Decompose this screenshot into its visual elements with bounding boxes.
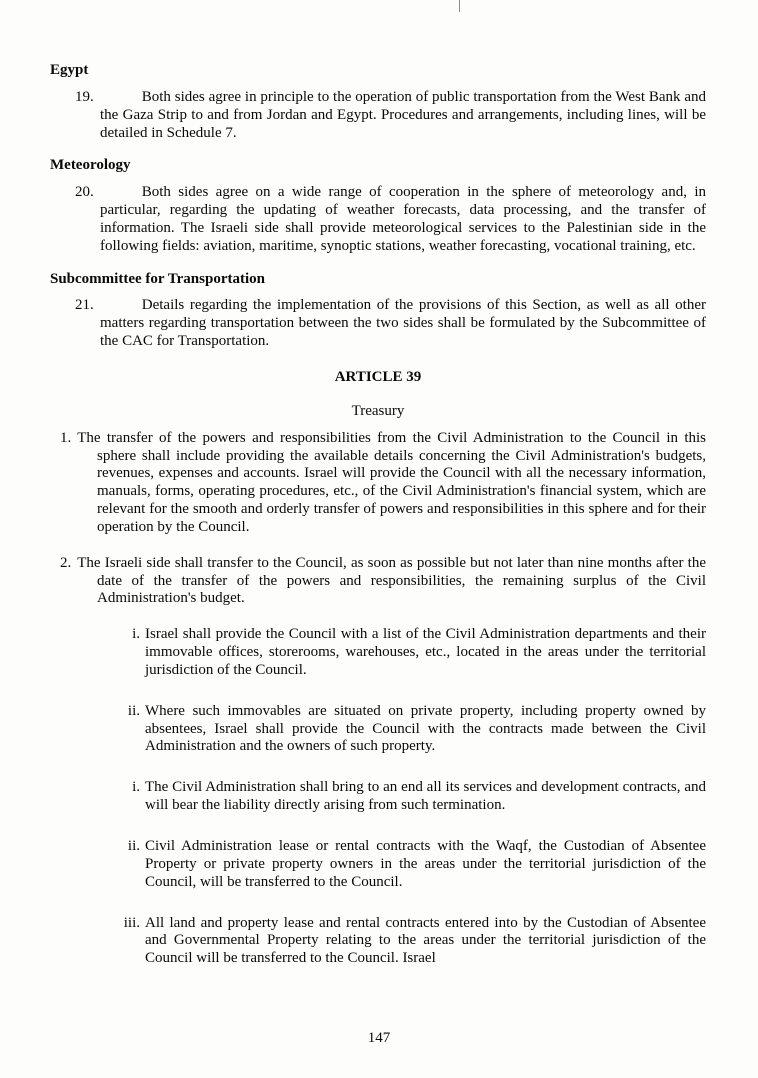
scan-artifact [459, 0, 460, 12]
section-heading-subcommittee-transportation: Subcommittee for Transportation [50, 270, 265, 287]
paragraph-text: Both sides agree on a wide range of cooperation in the sphere of meteorology and, in particular, regarding the updating of weather forecasts, data processing, and the transfer of information. The Israeli side shall provide meteorological services to the Palestinian side in the following fields: aviation, maritime, synoptic stations, weather forecasting, vocational training, etc. [100, 184, 706, 254]
sub-item-text: The Civil Administration shall bring to an end all its services and development contracts, and will bear the liability directly arising from such termination. [145, 779, 706, 814]
article-heading: ARTICLE 39 [334, 368, 422, 385]
paragraph-text: Details regarding the implementation of the provisions of this Section, as well as all other matters regarding transportation between the two sides shall be formulated by the Subcommittee of the CAC for Transportation. [100, 297, 706, 350]
sub-item-i-1 [50, 626, 706, 680]
numbered-paragraph-1 [50, 430, 706, 537]
paragraph-number: 1. [60, 429, 72, 446]
numbered-paragraph-2 [50, 555, 706, 609]
paragraph-text: The transfer of the powers and responsibilities from the Civil Administration to the Council in this sphere shall include providing the available details concerning the Civil Administration's budgets, revenues, expenses and accounts. Israel will provide the Council with all the necessary information, manuals, forms, operating procedures, etc., of the Civil Administration's financial system, which are relevant for the smooth and orderly transfer of powers and responsibilities in this sphere and for their operation by the Council. [77, 429, 706, 535]
sub-item-iii-1 [50, 915, 706, 969]
sub-item-number: iii. [123, 914, 140, 931]
sub-item-ii-2 [50, 838, 706, 892]
sub-item-text: Where such immovables are situated on private property, including property owned by absentees, Israel shall provide the Council with the contracts made between the Civil Administration and the owners of such property. [145, 702, 706, 755]
paragraph-number: 20. [75, 184, 94, 201]
section-heading-meteorology: Meteorology [50, 157, 131, 174]
paragraph-21 [50, 297, 706, 351]
paragraph-20 [50, 184, 706, 255]
paragraph-text: Both sides agree in principle to the operation of public transportation from the West Bank and the Gaza Strip to and from Jordan and Egypt. Procedures and arrangements, including lines, will be detailed in Schedule 7. [100, 88, 706, 141]
sub-item-ii-1 [50, 703, 706, 757]
sub-item-text: All land and property lease and rental contracts entered into by the Custodian of Absentee and Governmental Property relating to the areas under the territorial jurisdiction of the Council will be transferred to the Council. Israel [145, 914, 706, 967]
sub-item-text: Civil Administration lease or rental contracts with the Waqf, the Custodian of Absentee Property or private property owners in the areas under the territorial jurisdiction of the Council, will be transferred to the Council. [145, 838, 706, 890]
article-subtitle: Treasury [351, 402, 405, 419]
paragraph-number: 19. [75, 88, 94, 105]
paragraph-number: 2. [60, 554, 72, 571]
page-number: 147 [367, 1030, 391, 1046]
sub-item-number: i. [132, 779, 140, 796]
paragraph-number: 21. [75, 297, 94, 314]
sub-item-i-2 [50, 779, 706, 815]
paragraph-19 [50, 89, 706, 143]
sub-item-text: Israel shall provide the Council with a list of the Civil Administration departments and their immovable offices, storerooms, warehouses, etc., located in the areas under the territorial jurisdiction of the Council. [145, 626, 706, 678]
sub-item-number: i. [132, 626, 140, 643]
section-heading-egypt: Egypt [50, 62, 89, 78]
sub-item-number: ii. [127, 838, 140, 854]
sub-item-number: ii. [127, 702, 140, 719]
paragraph-text: The Israeli side shall transfer to the Council, as soon as possible but not later than nine months after the date of the transfer of the powers and responsibilities, the remaining surplus of the Civil Administration's budget. [77, 554, 706, 607]
